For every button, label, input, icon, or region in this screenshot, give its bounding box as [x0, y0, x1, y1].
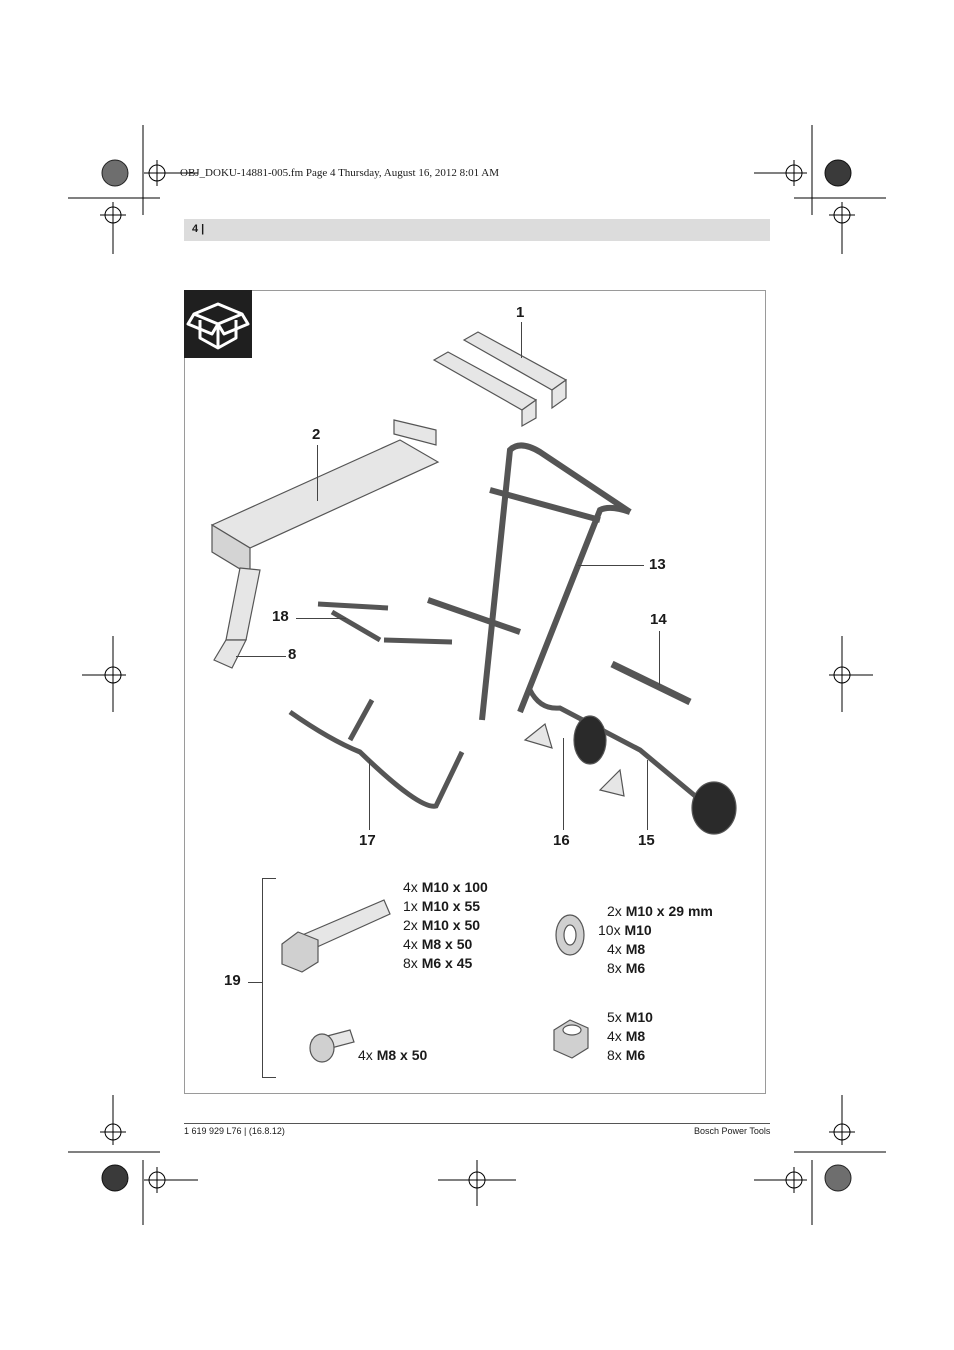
bracket-19	[262, 878, 263, 1077]
footer-brand: Bosch Power Tools	[694, 1126, 771, 1136]
page-number: 4 |	[192, 223, 205, 235]
bolt-row: 2x M10 x 50	[403, 917, 481, 933]
washer-list	[598, 902, 738, 978]
bracket-19-bottom	[262, 1077, 276, 1078]
nut-row: 5x M10	[607, 1009, 653, 1025]
bolt-row: 1x M10 x 55	[403, 898, 481, 914]
leader-13	[578, 565, 644, 566]
part-2-extension-arm	[212, 420, 438, 668]
callout-8: 8	[288, 646, 297, 663]
leader-17	[369, 760, 370, 830]
print-slug: OBJ_DOKU-14881-005.fm Page 4 Thursday, August 16, 2012 8:01 AM	[180, 167, 499, 179]
callout-2: 2	[312, 426, 321, 443]
leader-1	[521, 322, 522, 358]
washer-row: 2x M10 x 29 mm	[607, 903, 713, 919]
part-15-16-wheels	[525, 690, 736, 834]
washer-row: 4x M8	[607, 941, 646, 957]
washer-row: 10x M10	[598, 922, 652, 938]
callout-15: 15	[638, 832, 655, 849]
callout-1: 1	[516, 304, 525, 321]
callout-17: 17	[359, 832, 376, 849]
bolt-row: 8x M6 x 45	[403, 955, 473, 971]
part-18-brace	[318, 604, 452, 642]
leader-19	[248, 982, 262, 983]
leader-2	[317, 445, 318, 501]
bracket-19-top	[262, 878, 276, 879]
leader-16	[563, 738, 564, 830]
nut-row: 4x M8	[607, 1028, 646, 1044]
part-17-leg	[290, 700, 462, 806]
part-14-rod	[612, 664, 690, 702]
part-13-main-frame	[428, 445, 630, 720]
bolt-row: 4x M10 x 100	[403, 879, 488, 895]
callout-16: 16	[553, 832, 570, 849]
nut-list	[607, 1008, 653, 1065]
nut-row: 8x M6	[607, 1047, 646, 1063]
footer-doc-number: 1 619 929 L76 | (16.8.12)	[184, 1126, 285, 1136]
callout-19: 19	[224, 972, 241, 989]
callout-13: 13	[649, 556, 666, 573]
leader-15	[647, 760, 648, 830]
bolt-list	[403, 878, 488, 973]
washer-row: 8x M6	[607, 960, 646, 976]
leader-14	[659, 631, 660, 685]
callout-18: 18	[272, 608, 289, 625]
leader-18	[296, 618, 346, 619]
screw-row: 4x M8 x 50	[358, 1047, 428, 1063]
footer-rule	[184, 1123, 770, 1124]
bolt-row: 4x M8 x 50	[403, 936, 473, 952]
callout-14: 14	[650, 611, 667, 628]
leader-8	[236, 656, 286, 657]
part-1-rails	[434, 332, 566, 426]
